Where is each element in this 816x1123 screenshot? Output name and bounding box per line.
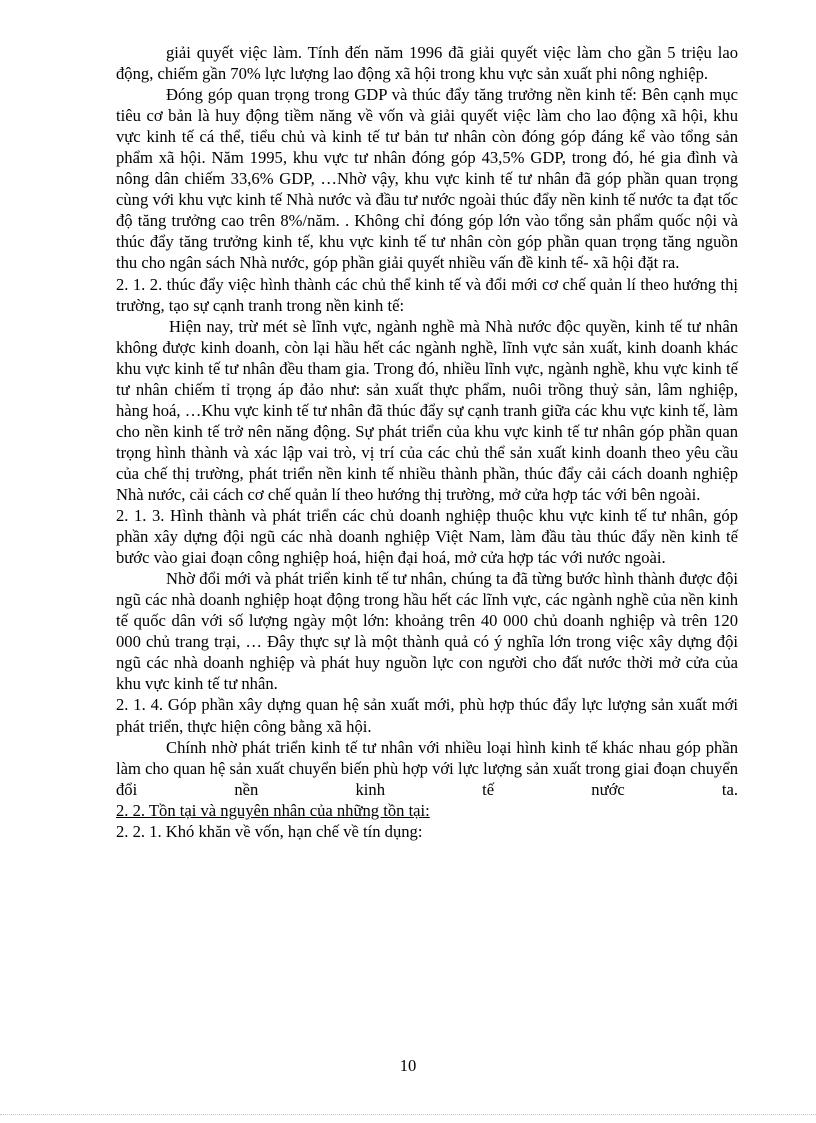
- heading-2-2: 2. 2. Tồn tại và nguyên nhân của những tồn tại:: [116, 800, 430, 820]
- paragraph-production-relations: Chính nhờ phát triển kinh tế tư nhân với nhiều loại hình kinh tế khác nhau góp phần làm cho quan hệ sản xuất chuyển biến phù hợp với lực lượng sản xuất trong giai đoạn chuyển đổi nền kinh tế nước ta.: [116, 737, 738, 799]
- heading-2-1-3: 2. 1. 3. Hình thành và phát triển các chủ doanh nghiệp thuộc khu vực kinh tế tư nhân, góp phần xây dựng đội ngũ các nhà doanh nghiệp Việt Nam, làm đầu tàu thúc đẩy nền kinh tế bước vào giai đoạn công nghiệp hoá, hiện đại hoá, mở cửa hợp tác với nước ngoài.: [116, 506, 738, 568]
- page-boundary-line: [0, 1114, 816, 1115]
- page-number: 10: [399, 1056, 417, 1075]
- paragraph-gdp-contribution: Đóng góp quan trọng trong GDP và thúc đẩy tăng trưởng nền kinh tế: Bên cạnh mục tiêu cơ bản là huy động tiềm năng về vốn và giải quyết việc làm cho lao động xã hội, khu vực kinh tế cá thể, tiểu chủ và kinh tế tư bản tư nhân còn đóng góp đáng kể vào tổng sản phẩm xã hội. Năm 1995, khu vực tư nhân đóng góp 43,5% GDP, trong đó, hé gia đình và nông dân chiếm 33,6% GDP, …Nhờ vậy, khu vực kinh tế tư nhân đã góp phần quan trọng cùng với khu vực kinh tế Nhà nước và đầu tư nước ngoài thúc đẩy nền kinh tế nước ta đạt tốc độ tăng trưởng cao trên 8%/năm. . Không chỉ đóng góp lớn vào tổng sản phẩm quốc nội và thúc đẩy tăng trưởng kinh tế, khu vực kinh tế tư nhân còn góp phần quan trọng tăng nguồn thu cho ngân sách Nhà nước, góp phần giải quyết nhiều vấn đề kinh tế- xã hội đặt ra.: [116, 85, 738, 273]
- paragraph-employment: giải quyết việc làm. Tính đến năm 1996 đã giải quyết việc làm cho gần 5 triệu lao động, chiếm gần 70% lực lượng lao động xã hội trong khu vực sản xuất phi nông nghiệp.: [116, 43, 738, 84]
- heading-2-1-2: 2. 1. 2. thúc đẩy việc hình thành các chủ thể kinh tế và đổi mới cơ chế quản lí theo hướng thị trường, tạo sự cạnh tranh trong nền kinh tế:: [116, 274, 738, 315]
- heading-2-1-4: 2. 1. 4. Góp phần xây dựng quan hệ sản xuất mới, phù hợp thúc đẩy lực lượng sản xuất mới phát triển, thực hiện công bằng xã hội.: [116, 695, 738, 736]
- heading-2-2-1: 2. 2. 1. Khó khăn về vốn, hạn chế về tín dụng:: [116, 821, 423, 841]
- body-text: [116, 42, 738, 842]
- paragraph-economic-actors: Hiện nay, trừ mét sè lĩnh vực, ngành nghề mà Nhà nước độc quyền, kinh tế tư nhân không được kinh doanh, còn lại hầu hết các ngành nghề, lĩnh vực sản xuất, kinh doanh khác khu vực kinh tế tư nhân đều tham gia. Trong đó, nhiều lĩnh vực, ngành nghề, khu vực kinh tế tư nhân chiếm tỉ trọng áp đảo như: sản xuất thực phẩm, nuôi trồng thuỷ sản, lâm nghiệp, hàng hoá, …Khu vực kinh tế tư nhân đã thúc đẩy sự cạnh tranh giữa các khu vực kinh tế, làm cho nền kinh tế trở nên năng động. Sự phát triển của khu vực kinh tế tư nhân góp phần quan trọng hình thành và xác lập vai trò, vị trí của các chủ thể sản xuất kinh doanh theo yêu cầu của chế thị trường, phát triển nền kinh tế nhiều thành phần, thúc đẩy cải cách doanh nghiệp Nhà nước, cải cách cơ chế quản lí theo hướng thị trường, mở cửa hợp tác với bên ngoài.: [116, 316, 738, 504]
- paragraph-entrepreneurs: Nhờ đổi mới và phát triển kinh tế tư nhân, chúng ta đã từng bước hình thành được đội ngũ các nhà doanh nghiệp hoạt động trong hầu hết các lĩnh vực, các ngành nghề của nền kinh tế quốc dân với số lượng ngày một lớn: khoảng trên 40 000 chủ doanh nghiệp và trên 120 000 chủ trang trại, … Đây thực sự là một thành quả có ý nghĩa lớn trong việc xây dựng đội ngũ các nhà doanh nghiệp và phát huy nguồn lực con người cho đất nước thời mở cửa của khu vực kinh tế tư nhân.: [116, 569, 738, 694]
